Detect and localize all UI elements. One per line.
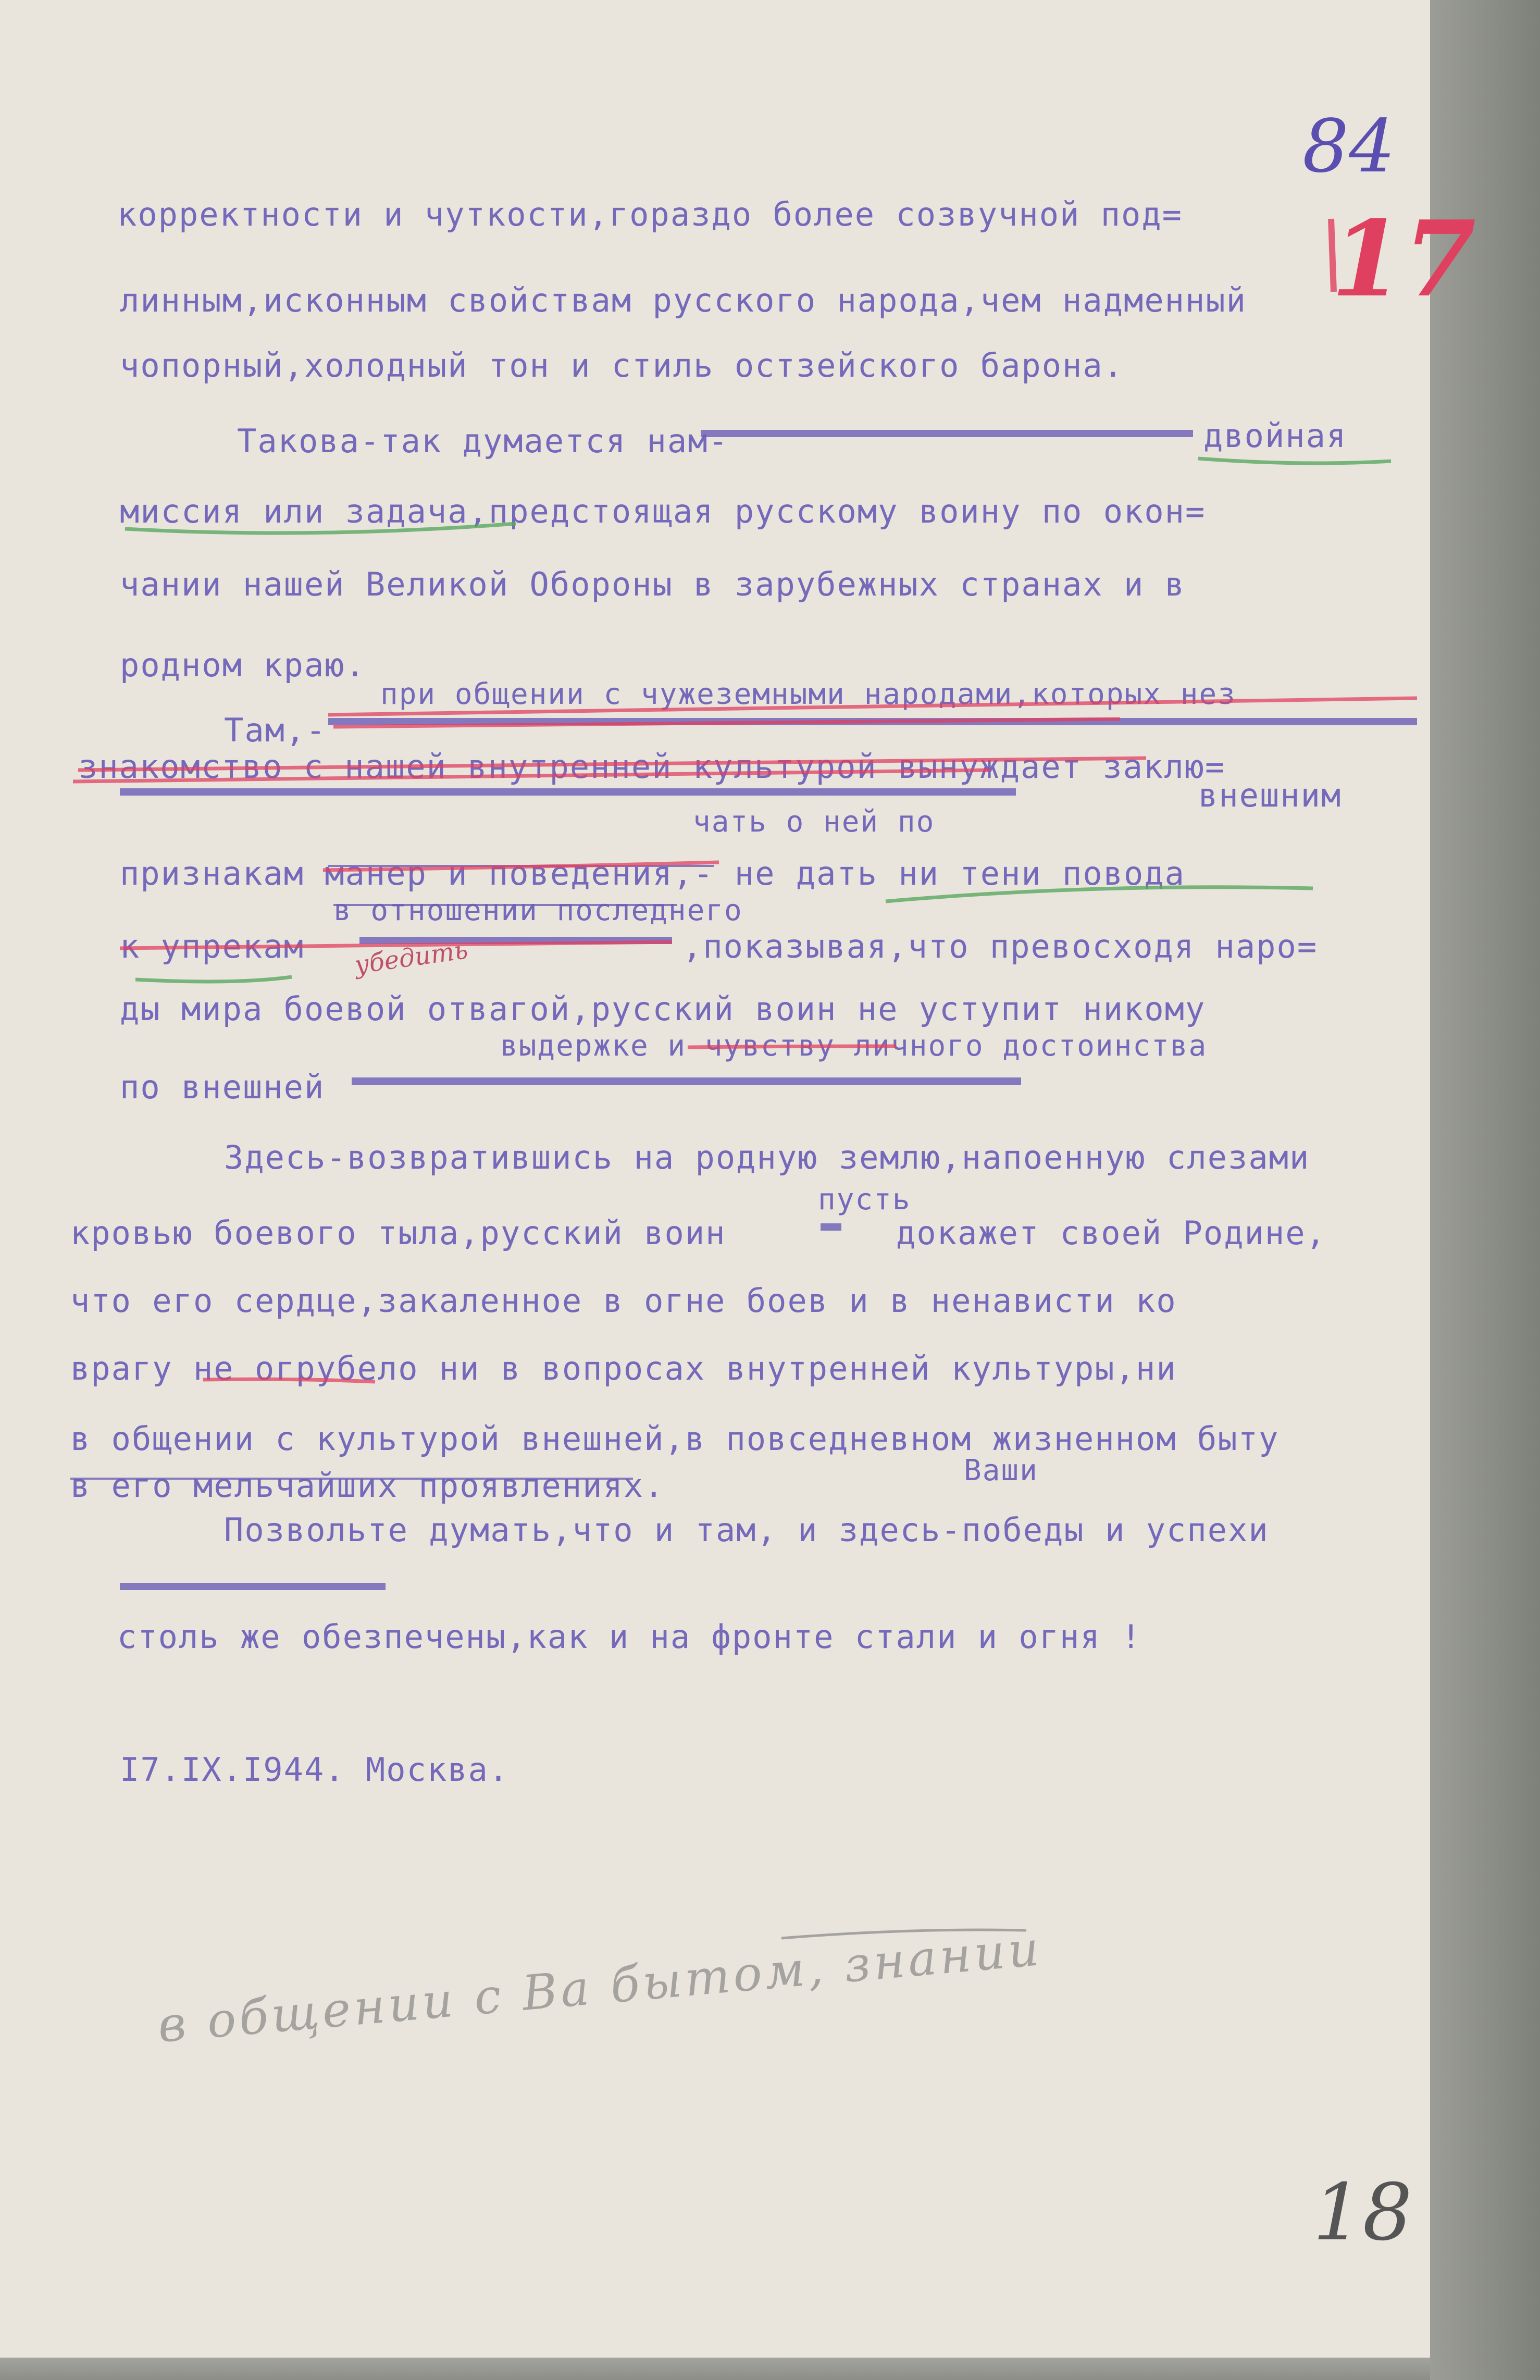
text-line-22: столь же обезпечены,как и на фронте стали и огня ! (117, 1618, 1142, 1656)
inserted-line-5: пусть (818, 1183, 911, 1217)
page-bottom-edge (0, 2358, 1430, 2380)
text-line-1: корректности и чуткости,гораздо более созвучной под= (117, 195, 1183, 233)
folio-number-blue: 84 (1302, 104, 1396, 189)
date-line: I7.IX.I944. Москва. (120, 1751, 510, 1789)
text-line-15: Здесь-возвратившись на родную землю,напоенную слезами (224, 1138, 1310, 1176)
pencil-note: в общении с Ва бытом, знании (155, 1920, 1045, 2054)
text-line-13: ды мира боевой отвагой,русский воин не уступит никому (120, 990, 1206, 1028)
folio-number-bottom: 18 (1313, 2167, 1412, 2258)
text-line-12a: к упрекам (120, 927, 304, 965)
text-line-14: по внешней (120, 1068, 325, 1106)
text-line-18: врагу не огрубело ни в вопросах внутренней культуры,ни (70, 1349, 1177, 1387)
inserted-line-2: чать о ней по (693, 805, 935, 839)
text-line-19: в общении с культурой внешней,в повседневном жизненном быту (70, 1420, 1280, 1458)
text-line-2: линным,исконным свойствам русского народа,чем надменный (120, 281, 1247, 319)
inserted-line-3: в отношении последнего (333, 894, 743, 927)
text-line-12b: ,показывая,что превосходя наро= (682, 927, 1318, 965)
text-line-21: Позвольте думать,что и там, и здесь-победы и успехи (224, 1511, 1269, 1549)
text-line-17: что его сердце,закаленное в огне боев и в ненависти ко (70, 1282, 1177, 1320)
text-line-9: знакомство с нашей внутренней культурой вынуждает заклю= (78, 748, 1226, 786)
text-line-4b: двойная (1203, 417, 1347, 455)
inserted-line-1: при общении с чужеземными народами,которых нез (380, 677, 1236, 711)
text-line-16b: докажет своей Родине, (896, 1214, 1326, 1252)
text-line-8: Там,- (224, 711, 327, 749)
inserted-line-4: выдержке и чувству личного достоинства (500, 1029, 1208, 1063)
inserted-line-6: Ваши (964, 1454, 1038, 1488)
red-margin-note: убедить (353, 935, 470, 980)
page-edge-shadow (1430, 0, 1540, 2380)
text-line-20-struck: в его мельчайших проявлениях. (70, 1467, 665, 1505)
text-line-7: родном краю. (120, 646, 366, 684)
folio-number-red: 17 (1331, 198, 1476, 320)
text-line-10: внешним (1198, 776, 1342, 814)
text-line-3: чопорный,холодный тон и стиль остзейского барона. (120, 346, 1124, 385)
text-line-4a: Такова-так думается нам- (237, 422, 729, 460)
text-line-5: миссия или задача,предстоящая русскому воину по окон= (120, 492, 1206, 530)
text-line-16a: кровью боевого тыла,русский воин (70, 1214, 726, 1252)
text-line-11: признакам манер и поведения,- не дать ни тени повода (120, 854, 1186, 892)
text-line-6: чании нашей Великой Обороны в зарубежных странах и в (120, 565, 1186, 603)
